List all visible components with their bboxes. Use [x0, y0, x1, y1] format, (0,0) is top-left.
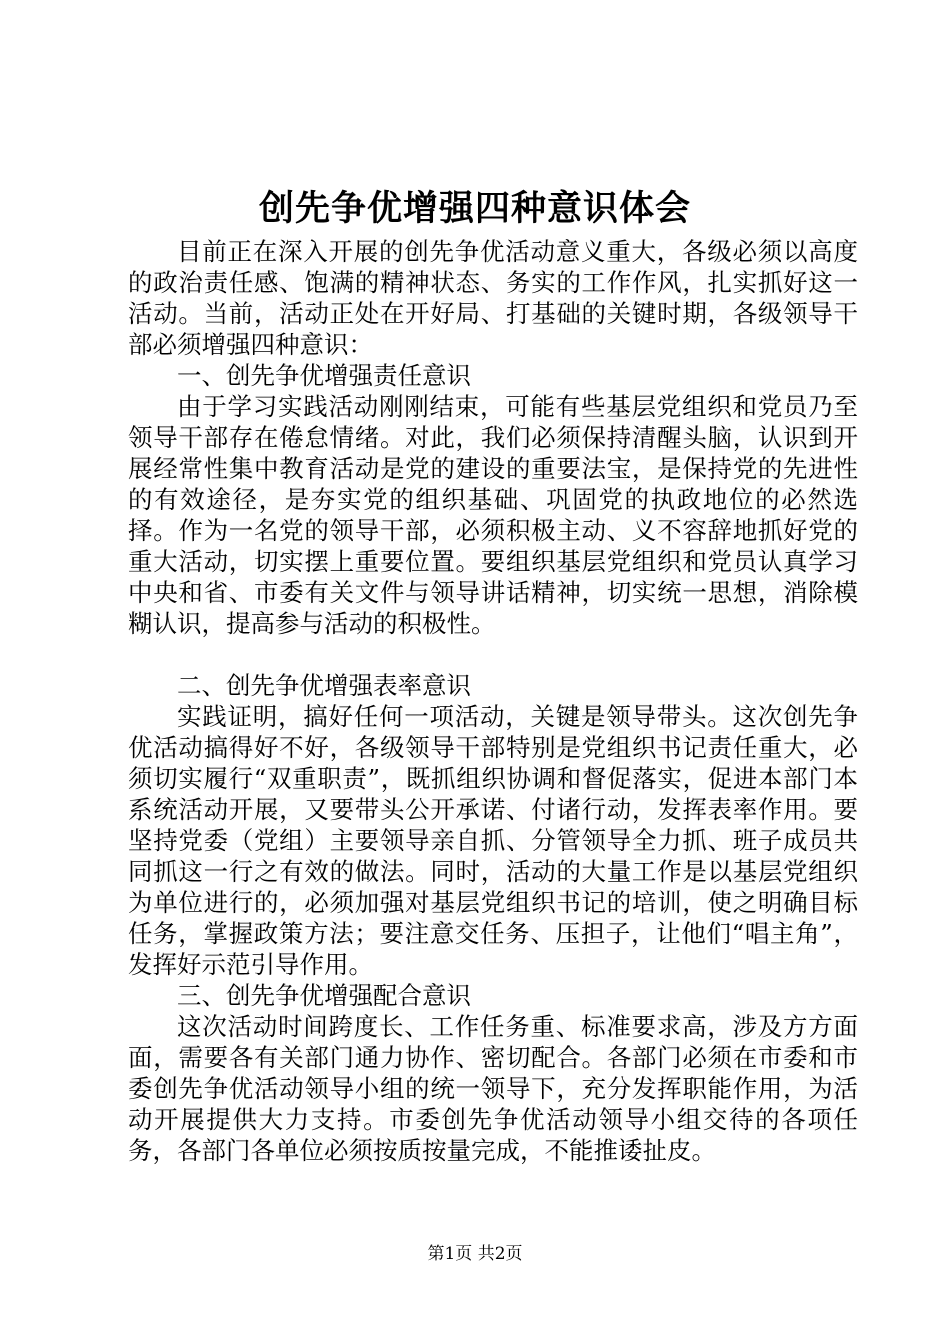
paragraph-spacer [128, 639, 858, 670]
page-number-footer: 第1页 共2页 [427, 1244, 523, 1264]
section-2-paragraph: 实践证明，搞好任何一项活动，关键是领导带头。这次创先争优活动搞得好不好，各级领导干部特别是党组织书记责任重大，必须切实履行“双重职责”，既抓组织协调和督促落实，促进本部门本系统活动开展，又要带头公开承诺、付诸行动，发挥表率作用。要坚持党委（党组）主要领导亲自抓、分管领导全力抓、班子成员共同抓这一行之有效的做法。同时，活动的大量工作是以基层党组织为单位进行的，必须加强对基层党组织书记的培训，使之明确目标任务，掌握政策方法；要注意交任务、压担子，让他们“唱主角”，发挥好示范引导作用。 [128, 702, 858, 979]
section-3-paragraph: 这次活动时间跨度长、工作任务重、标准要求高，涉及方方面面，需要各有关部门通力协作、密切配合。各部门必须在市委和市委创先争优活动领导小组的统一领导下，充分发挥职能作用，为活动开展提供大力支持。市委创先争优活动领导小组交待的各项任务，各部门各单位必须按质按量完成，不能推诿扯皮。 [128, 1012, 858, 1165]
section-1-heading: 一、创先争优增强责任意识 [177, 361, 471, 390]
section-3-heading: 三、创先争优增强配合意识 [177, 981, 471, 1010]
document-title: 创先争优增强四种意识体会 [258, 188, 691, 229]
section-1-paragraph: 由于学习实践活动刚刚结束，可能有些基层党组织和党员乃至领导干部存在倦怠情绪。对此，我们必须保持清醒头脑，认识到开展经常性集中教育活动是党的建设的重要法宝，是保持党的先进性的有效途径，是夯实党的组织基础、巩固党的执政地位的必然选择。作为一名党的领导干部，必须积极主动、义不容辞地抓好党的重大活动，切实摆上重要位置。要组织基层党组织和党员认真学习中央和省、市委有关文件与领导讲话精神，切实统一思想，消除模糊认识，提高参与活动的积极性。 [128, 392, 858, 638]
document-body [128, 236, 858, 1166]
intro-paragraph: 目前正在深入开展的创先争优活动意义重大，各级必须以高度的政治责任感、饱满的精神状态、务实的工作作风，扎实抓好这一活动。当前，活动正处在开好局、打基础的关键时期，各级领导干部必须增强四种意识： [128, 237, 858, 359]
section-2-heading: 二、创先争优增强表率意识 [177, 671, 471, 700]
